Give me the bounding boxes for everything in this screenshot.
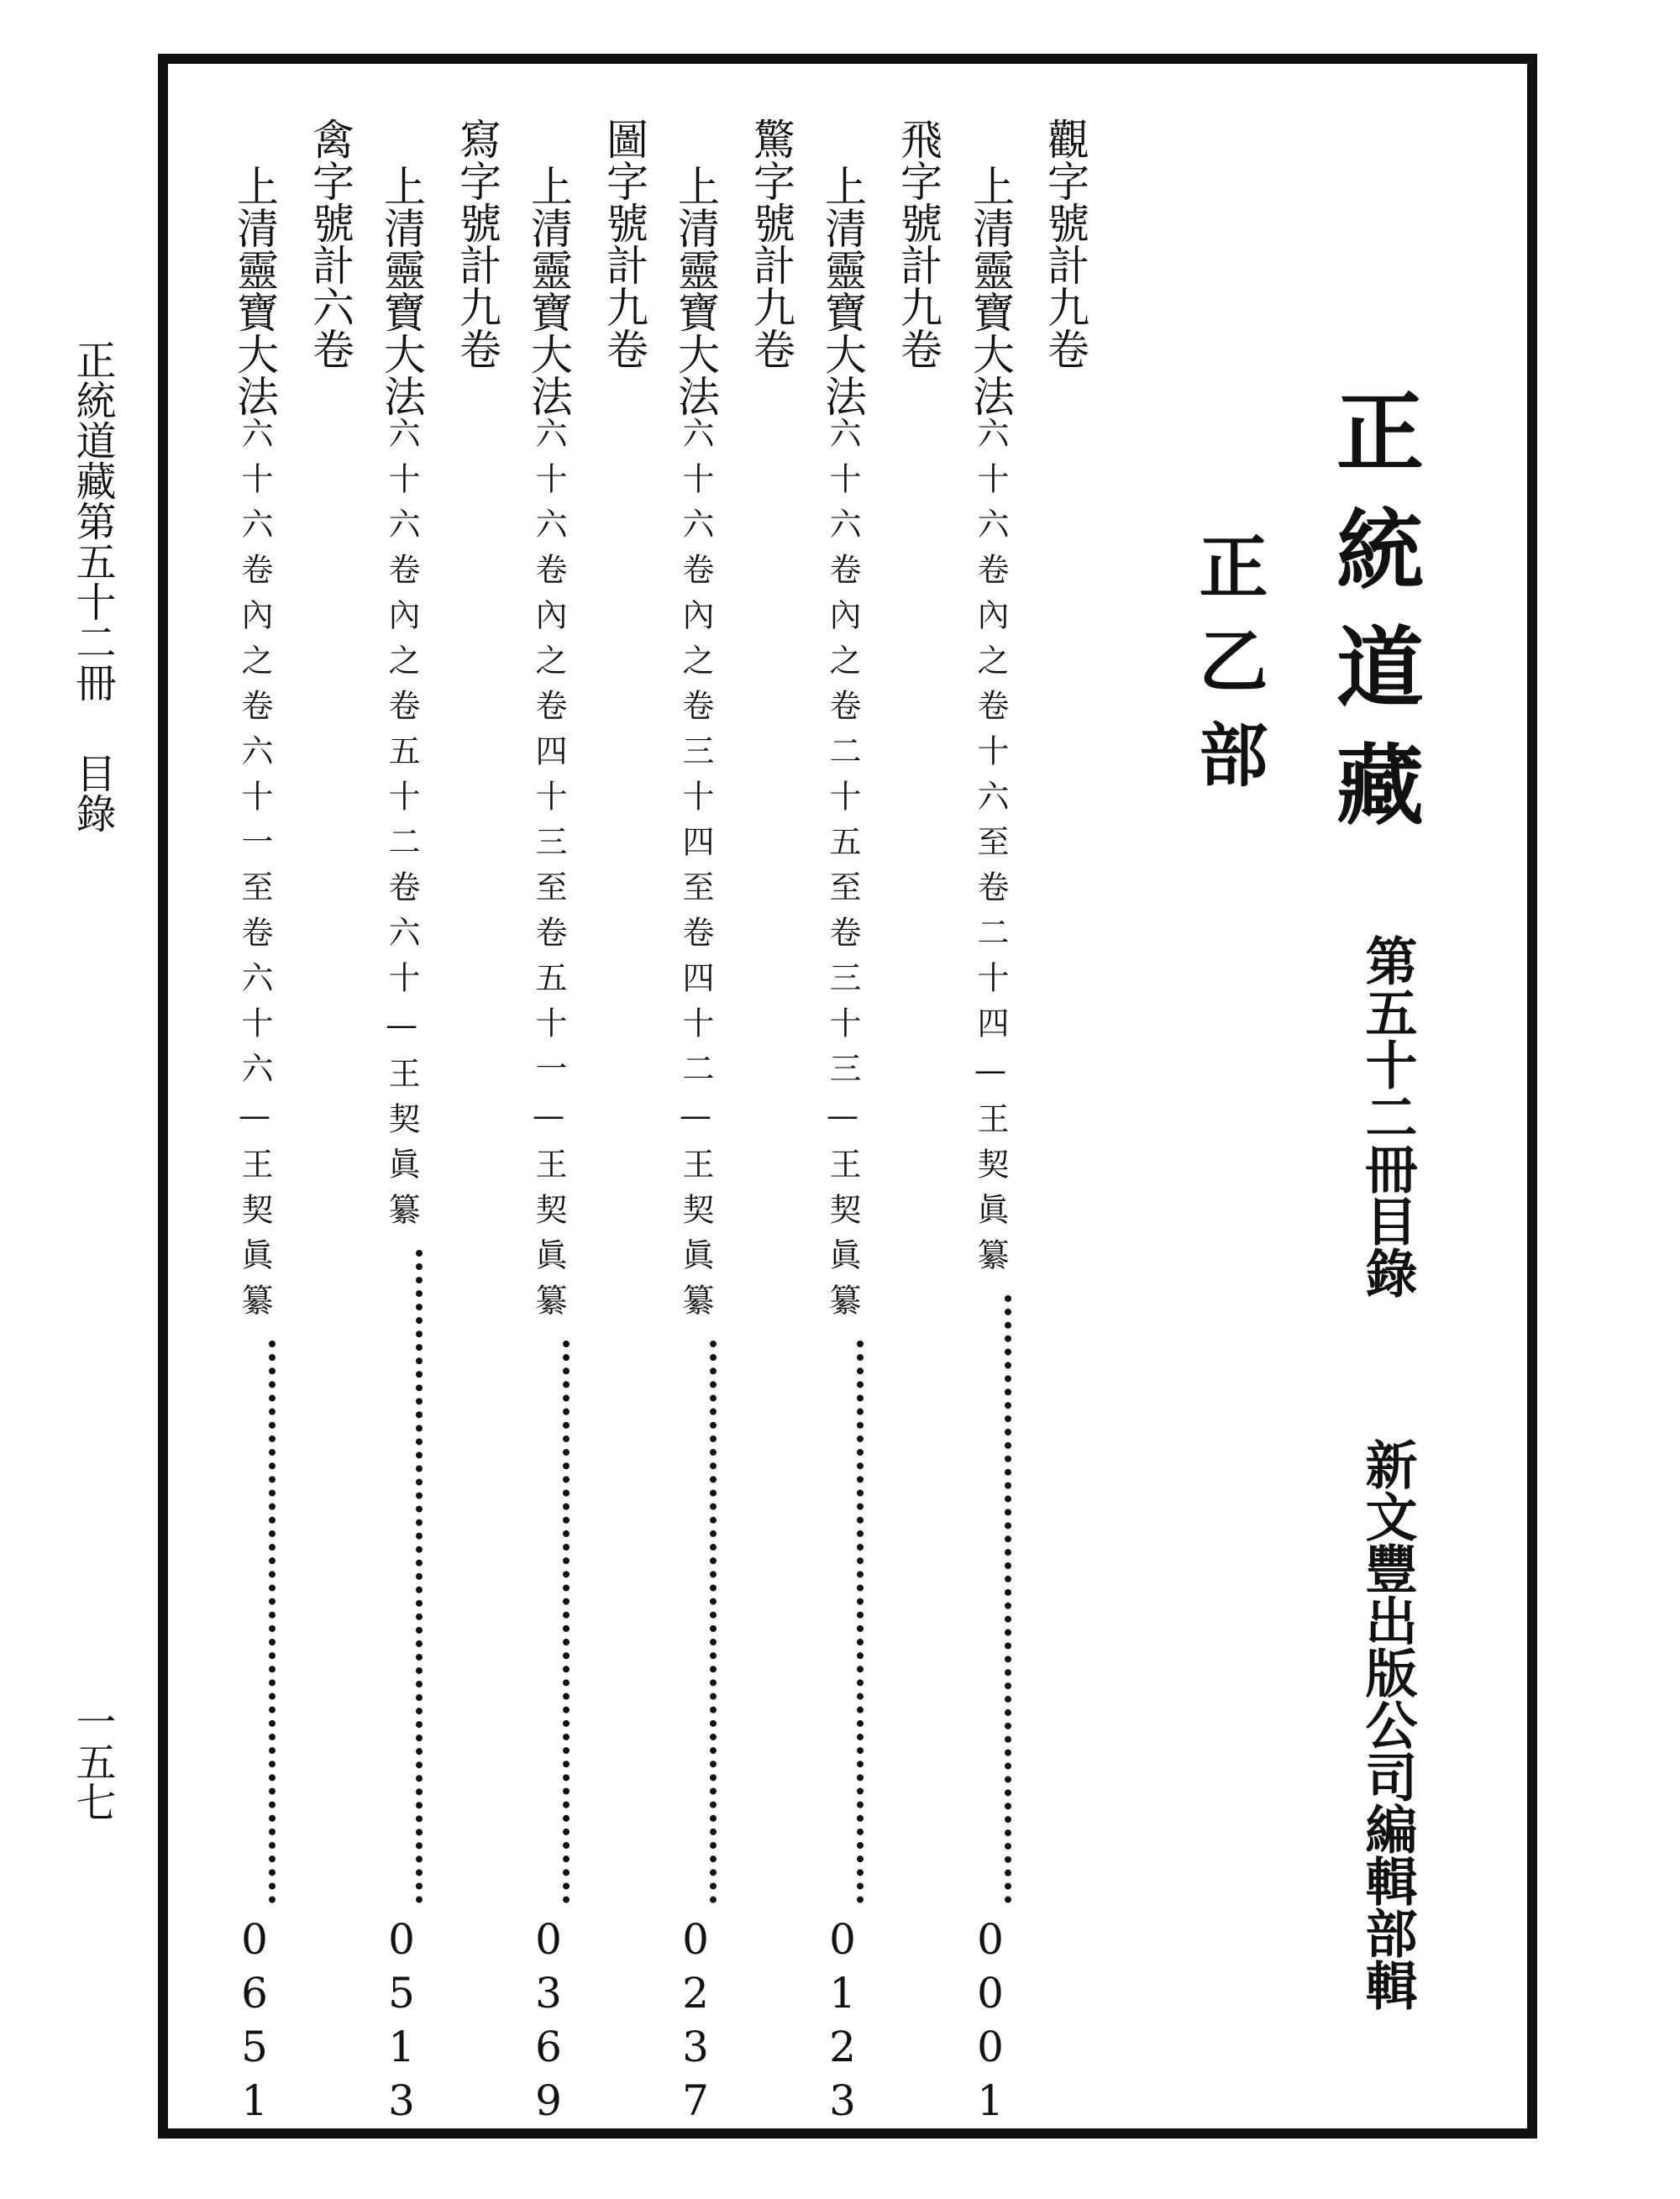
entry-page-number: 0237 bbox=[671, 1915, 720, 2130]
entry-detail: 六十六卷內之卷二十五至卷三十三—王契眞纂 bbox=[824, 417, 861, 1329]
group-label: 寫字號計九卷 bbox=[453, 118, 501, 370]
running-header bbox=[69, 339, 116, 833]
entry-title: 上清靈寶大法 bbox=[966, 165, 1015, 417]
group-label: 驚字號計九卷 bbox=[747, 118, 795, 370]
publisher-credit: 新文豐出版公司編輯部輯 bbox=[1357, 1438, 1418, 2011]
entry-detail: 六十六卷內之卷三十四至卷四十二—王契眞纂 bbox=[677, 417, 714, 1329]
toc-entry[interactable] bbox=[524, 165, 573, 2130]
entry-page-number: 0369 bbox=[524, 1915, 573, 2130]
dot-leader bbox=[710, 1341, 717, 1903]
group-label: 禽字號計六卷 bbox=[306, 118, 354, 370]
book-title: 正統道藏 bbox=[1321, 386, 1424, 857]
entry-detail: 六十六卷內之卷五十二卷六十—王契眞纂 bbox=[383, 417, 420, 1238]
running-header-section: 目錄 bbox=[69, 753, 116, 833]
entry-title: 上清靈寶大法 bbox=[818, 165, 867, 417]
toc-entry[interactable] bbox=[377, 165, 426, 2130]
dot-leader bbox=[1005, 1295, 1011, 1903]
dot-leader bbox=[416, 1250, 423, 1903]
entry-page-number: 0123 bbox=[818, 1915, 867, 2130]
entry-title: 上清靈寶大法 bbox=[671, 165, 720, 417]
entry-detail: 六十六卷內之卷十六至卷二十四—王契眞纂 bbox=[972, 417, 1009, 1283]
entry-detail: 六十六卷內之卷四十三至卷五十一—王契眞纂 bbox=[530, 417, 567, 1329]
running-header-volume: 正統道藏第五十二冊 bbox=[69, 339, 116, 702]
entry-page-number: 0651 bbox=[230, 1915, 279, 2130]
group-label: 飛字號計九卷 bbox=[894, 118, 942, 370]
group-label: 圖字號計九卷 bbox=[600, 118, 648, 370]
entry-title: 上清靈寶大法 bbox=[377, 165, 426, 417]
toc-entry[interactable] bbox=[818, 165, 867, 2130]
entry-page-number: 0513 bbox=[377, 1915, 426, 2130]
entry-detail: 六十六卷內之卷六十一至卷六十六—王契眞纂 bbox=[236, 417, 273, 1329]
entry-title: 上清靈寶大法 bbox=[524, 165, 573, 417]
volume-heading: 第五十二冊目錄 bbox=[1357, 934, 1418, 1299]
entry-page-number: 0001 bbox=[966, 1915, 1015, 2130]
dot-leader bbox=[563, 1341, 570, 1903]
entry-title: 上清靈寶大法 bbox=[230, 165, 279, 417]
toc-entry[interactable] bbox=[671, 165, 720, 2130]
page-number: 一五七 bbox=[69, 1701, 116, 1822]
toc-entry[interactable] bbox=[230, 165, 279, 2130]
group-label: 觀字號計九卷 bbox=[1041, 118, 1089, 370]
dot-leader bbox=[857, 1341, 864, 1903]
toc-entry[interactable] bbox=[966, 165, 1015, 2130]
dot-leader bbox=[269, 1341, 276, 1903]
division-heading: 正乙部 bbox=[1188, 531, 1268, 813]
